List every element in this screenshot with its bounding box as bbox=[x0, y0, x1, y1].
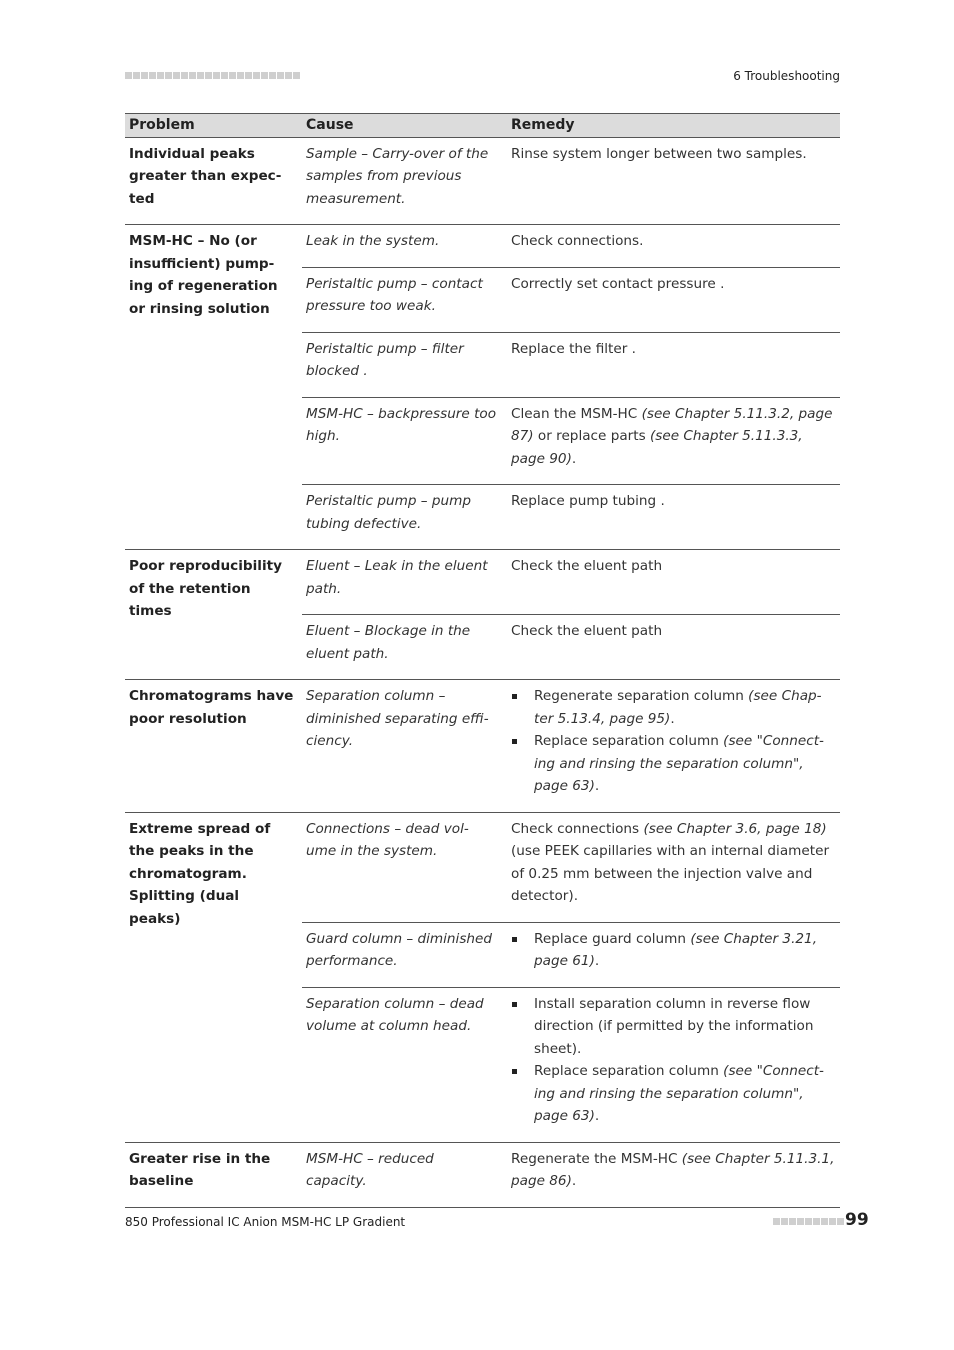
list-item bbox=[511, 1060, 836, 1128]
running-header: 6 Troubleshooting bbox=[733, 69, 840, 83]
remedy-cell: Correctly set contact pressure . bbox=[507, 267, 840, 332]
cause-cell: MSM-HC – reduced capacity. bbox=[302, 1142, 507, 1207]
table-row bbox=[125, 1142, 840, 1207]
remedy-cell bbox=[507, 987, 840, 1142]
table-row bbox=[125, 812, 840, 922]
problem-cell: Greater rise in the baseline bbox=[125, 1142, 302, 1207]
troubleshooting-table bbox=[125, 113, 840, 1208]
cross-reference: (see "Connect-ing and rinsing the separation column", page 63) bbox=[534, 733, 824, 794]
remedy-cell: Replace the filter . bbox=[507, 332, 840, 397]
problem-cell: Chromatograms have poor resolution bbox=[125, 680, 302, 813]
list-item bbox=[511, 730, 836, 798]
remedy-text: . bbox=[571, 450, 577, 467]
remedy-text: . bbox=[571, 1173, 577, 1189]
cause-cell: Peristaltic pump – pump tubing defective. bbox=[302, 485, 507, 550]
remedy-cell bbox=[507, 812, 840, 922]
document-title: 850 Professional IC Anion MSM-HC LP Gradient bbox=[125, 1215, 406, 1229]
cross-reference: (see Chapter 3.21, page 61) bbox=[534, 930, 818, 969]
header-decoration bbox=[125, 72, 300, 79]
problem-cell: Extreme spread of the peaks in the chromatogram. Splitting (dual peaks) bbox=[125, 812, 302, 1142]
remedy-text: Regenerate the MSM-HC bbox=[511, 1150, 682, 1167]
list-item bbox=[511, 993, 836, 1061]
footer-decoration bbox=[773, 1218, 844, 1225]
remedy-cell bbox=[507, 1142, 840, 1207]
cross-reference: (see Chapter 5.11.3.2, page 87) bbox=[511, 405, 833, 444]
list-item bbox=[511, 928, 836, 973]
cause-cell: Leak in the system. bbox=[302, 225, 507, 268]
remedy-list bbox=[511, 993, 836, 1128]
cross-reference: (see "Connect-ing and rinsing the separation column", page 63) bbox=[534, 1063, 824, 1124]
remedy-list bbox=[511, 928, 836, 973]
remedy-text: (use PEEK capillaries with an internal diameter of 0.25 mm between the injection valve and detector). bbox=[511, 843, 830, 904]
punctuation: . bbox=[594, 1108, 600, 1124]
punctuation: . bbox=[594, 953, 600, 969]
page-number: 99 bbox=[845, 1210, 869, 1230]
remedy-cell: Check the eluent path bbox=[507, 615, 840, 680]
remedy-cell: Rinse system longer between two samples. bbox=[507, 137, 840, 225]
cross-reference: (see Chapter 3.6, page 18) bbox=[643, 820, 827, 837]
remedy-text: Install separation column in reverse flow direction (if permitted by the information sheet). bbox=[534, 995, 814, 1057]
cross-reference: (see Chapter 5.11.3.1, page 86) bbox=[511, 1150, 835, 1189]
problem-cell: Poor reproducibility of the retention times bbox=[125, 550, 302, 680]
table-row bbox=[125, 550, 840, 615]
punctuation: . bbox=[594, 778, 600, 794]
remedy-list bbox=[511, 685, 836, 798]
table-header-row bbox=[125, 114, 840, 138]
table-row bbox=[125, 680, 840, 813]
remedy-text: Replace separation column bbox=[534, 733, 724, 749]
cross-reference: (see Chap-ter 5.13.4, page 95) bbox=[534, 688, 822, 727]
column-header-cause: Cause bbox=[302, 114, 507, 138]
cause-cell: Peristaltic pump – filter blocked . bbox=[302, 332, 507, 397]
cause-cell: Separation column – dead volume at column head. bbox=[302, 987, 507, 1142]
cause-cell: Eluent – Blockage in the eluent path. bbox=[302, 615, 507, 680]
remedy-cell: Replace pump tubing . bbox=[507, 485, 840, 550]
cause-cell: Guard column – diminished performance. bbox=[302, 922, 507, 987]
remedy-text: Replace guard column bbox=[534, 930, 691, 947]
remedy-text: Check connections bbox=[511, 820, 644, 837]
cause-cell: Connections – dead vol-ume in the system. bbox=[302, 812, 507, 922]
cause-cell: Separation column – diminished separating effi-ciency. bbox=[302, 680, 507, 813]
table-row bbox=[125, 225, 840, 268]
table-body bbox=[125, 137, 840, 1207]
remedy-text: Clean the MSM-HC bbox=[511, 405, 642, 422]
remedy-text: Regenerate separation column bbox=[534, 688, 749, 704]
remedy-text: Replace separation column bbox=[534, 1063, 724, 1079]
cross-reference: (see Chapter 5.11.3.3, page 90) bbox=[511, 428, 803, 467]
list-item bbox=[511, 685, 836, 730]
cause-cell: MSM-HC – backpressure too high. bbox=[302, 397, 507, 485]
cause-cell: Eluent – Leak in the eluent path. bbox=[302, 550, 507, 615]
remedy-cell bbox=[507, 397, 840, 485]
column-header-remedy: Remedy bbox=[507, 114, 840, 138]
problem-cell: MSM-HC – No (or insufficient) pump-ing of regeneration or rinsing solution bbox=[125, 225, 302, 550]
remedy-cell bbox=[507, 680, 840, 813]
remedy-cell bbox=[507, 922, 840, 987]
remedy-cell: Check the eluent path bbox=[507, 550, 840, 615]
table-row bbox=[125, 137, 840, 225]
cause-cell: Peristaltic pump – contact pressure too weak. bbox=[302, 267, 507, 332]
cause-cell: Sample – Carry-over of the samples from previous measurement. bbox=[302, 137, 507, 225]
remedy-text: or replace parts bbox=[533, 428, 650, 444]
punctuation: . bbox=[670, 710, 675, 727]
problem-cell: Individual peaks greater than expec-ted bbox=[125, 137, 302, 225]
column-header-problem: Problem bbox=[125, 114, 302, 138]
remedy-cell: Check connections. bbox=[507, 225, 840, 268]
